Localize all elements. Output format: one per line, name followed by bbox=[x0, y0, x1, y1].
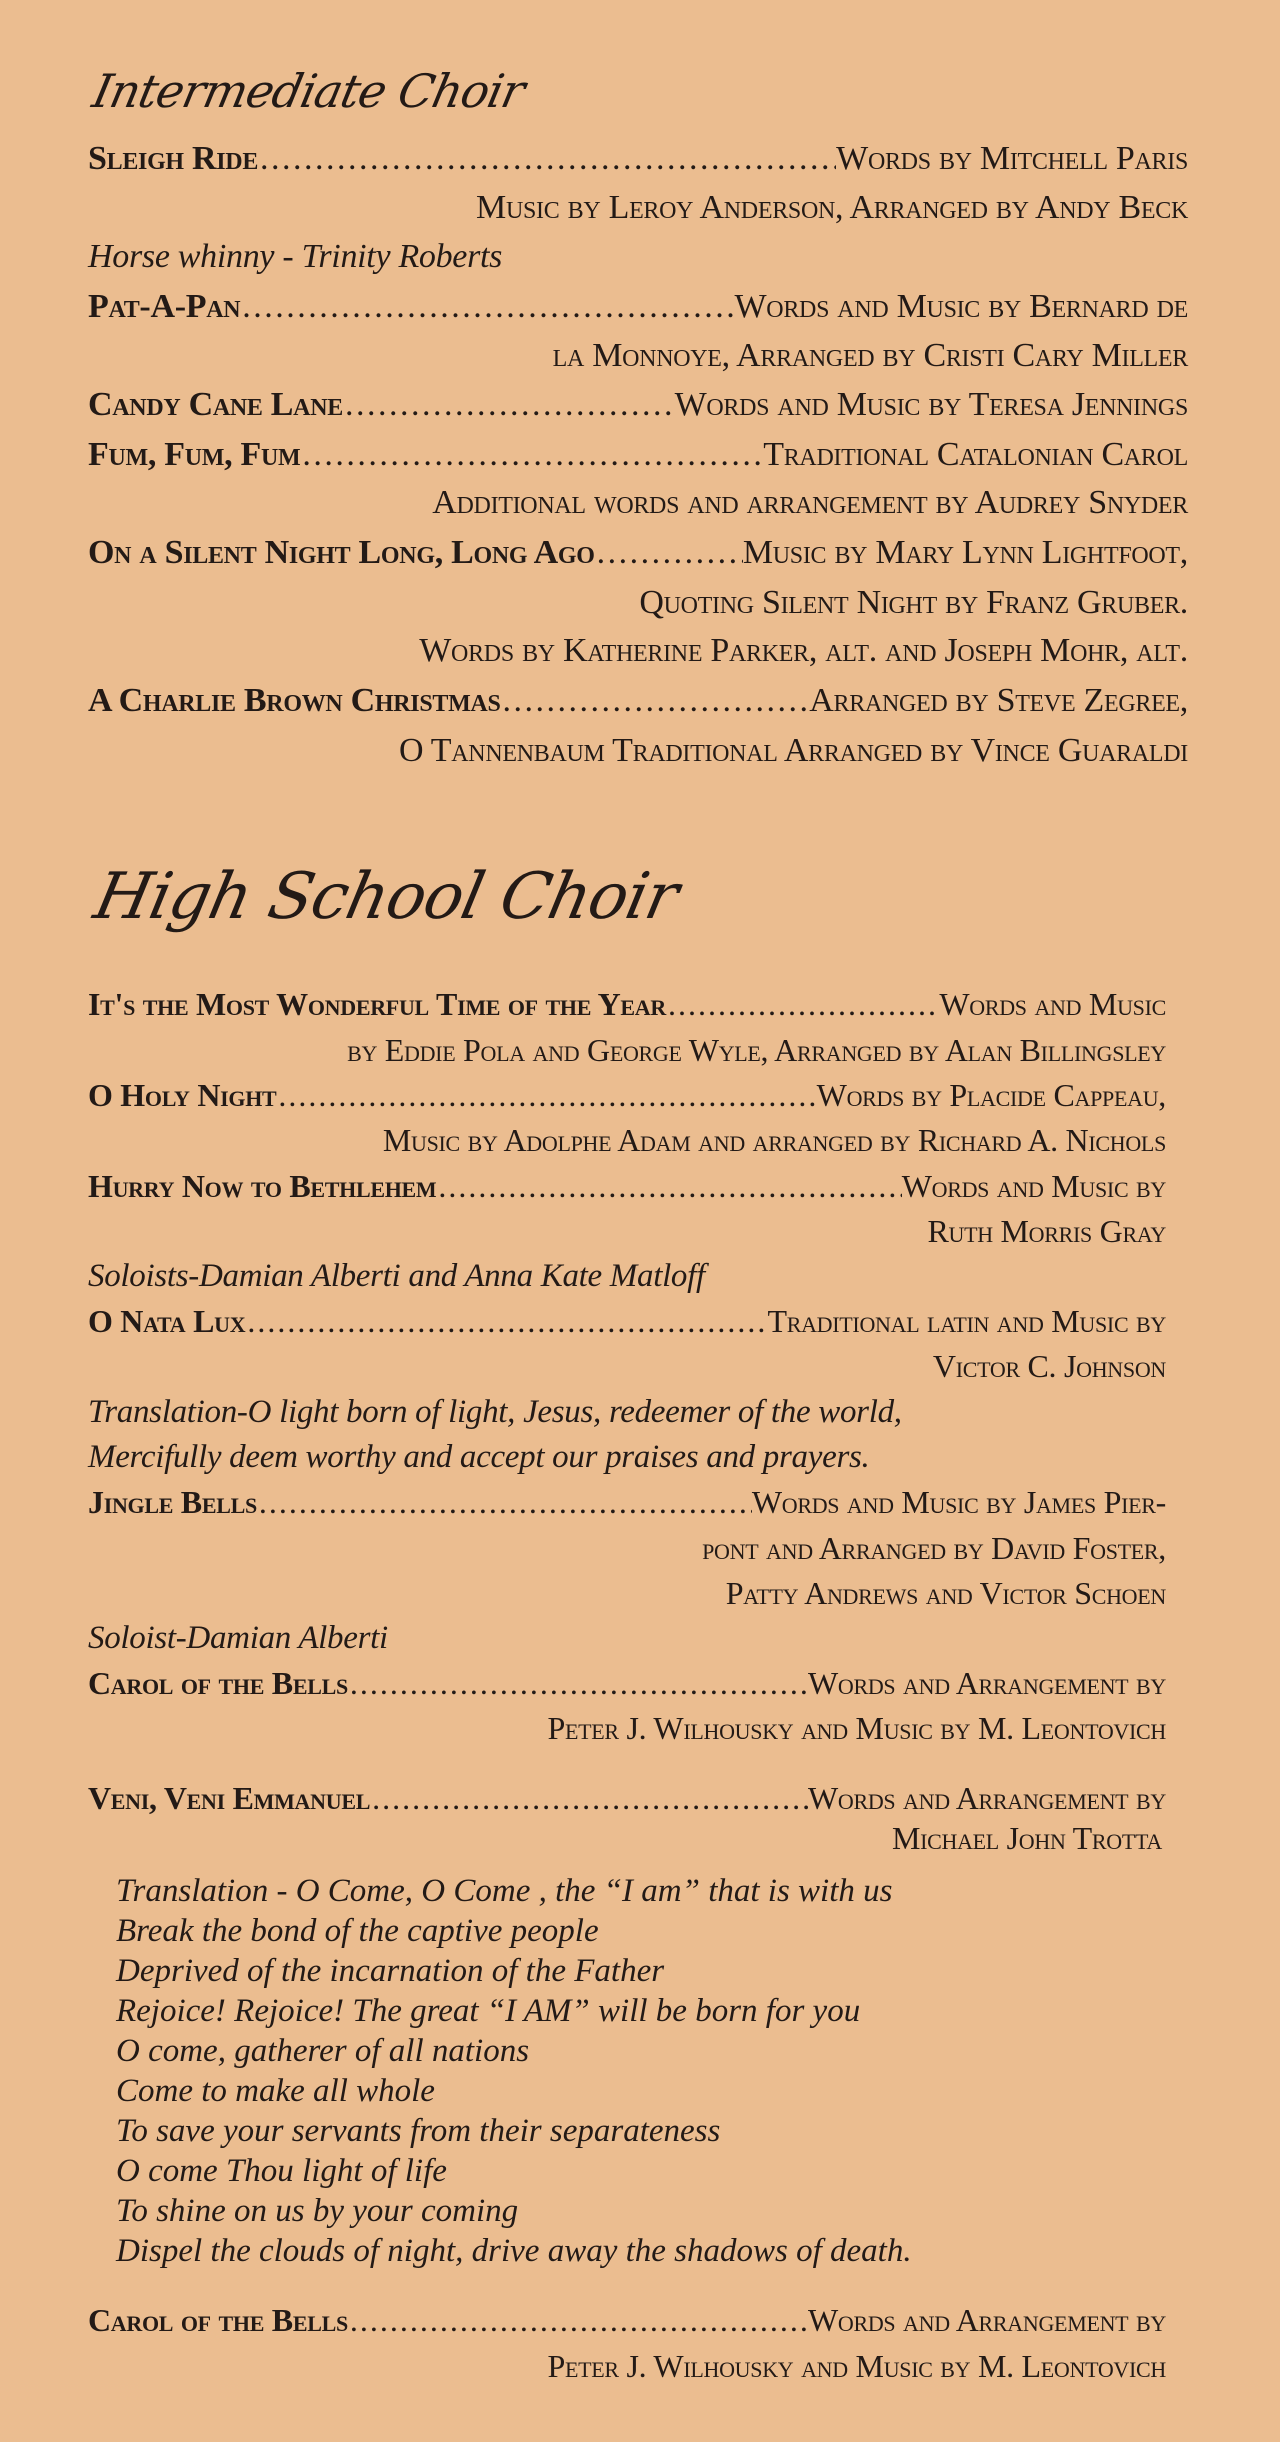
dot-leader bbox=[240, 288, 734, 326]
translation-line: To save your servants from their separateness bbox=[116, 2113, 721, 2149]
song-credit-cont: Peter J. Wilhousky and Music by M. Leontovich bbox=[547, 2348, 1166, 2384]
song-credit: Words and Arrangement by bbox=[807, 1780, 1166, 1816]
program-entry bbox=[88, 534, 1188, 578]
performer-note-row bbox=[88, 1258, 1166, 1302]
song-credit: Words and Music by bbox=[901, 1168, 1166, 1204]
translation-line: Break the bond of the captive people bbox=[116, 1913, 599, 1949]
song-title: O Holy Night bbox=[88, 1077, 277, 1113]
credit-continuation bbox=[88, 189, 1188, 233]
program-entry bbox=[88, 682, 1188, 726]
credit-continuation bbox=[88, 1530, 1166, 1574]
performer-note-row bbox=[88, 1620, 1166, 1664]
dot-leader bbox=[300, 436, 763, 474]
song-credit-cont: Music by Adolphe Adam and arranged by Richard A. Nichols bbox=[382, 1122, 1166, 1158]
credit-continuation bbox=[88, 2348, 1166, 2392]
credit-continuation bbox=[88, 1213, 1166, 1257]
dot-leader bbox=[501, 682, 810, 720]
program-entry bbox=[88, 1168, 1166, 1212]
translation-line: Rejoice! Rejoice! The great “I AM” will be born for you bbox=[116, 1993, 861, 2029]
song-title: Carol of the Bells bbox=[88, 2302, 348, 2338]
program-entry bbox=[88, 1077, 1166, 1121]
dot-leader bbox=[348, 2302, 808, 2339]
song-credit: Words and Music by James Pier- bbox=[751, 1484, 1166, 1520]
song-title: Jingle Bells bbox=[88, 1484, 257, 1520]
program-entry bbox=[88, 2302, 1166, 2346]
dot-leader bbox=[666, 986, 939, 1023]
song-credit-cont: Ruth Morris Gray bbox=[927, 1213, 1166, 1249]
performer-note-row bbox=[88, 238, 1188, 282]
credit-continuation bbox=[88, 337, 1188, 381]
program-entry bbox=[88, 1303, 1166, 1347]
credit-continuation bbox=[88, 732, 1188, 776]
dot-leader bbox=[370, 1780, 808, 1817]
song-title: Hurry Now to Bethlehem bbox=[88, 1168, 437, 1204]
song-credit-cont: Victor C. Johnson bbox=[932, 1348, 1166, 1384]
credit-continuation bbox=[88, 1122, 1166, 1166]
translation-text: Mercifully deem worthy and accept our praises and prayers. bbox=[88, 1439, 870, 1475]
credit-continuation bbox=[88, 1575, 1166, 1619]
credit-continuation bbox=[88, 1032, 1166, 1076]
dot-leader bbox=[258, 140, 836, 178]
song-title: On a Silent Night Long, Long Ago bbox=[88, 534, 595, 571]
song-credit-cont: O Tannenbaum Traditional Arranged by Vince Guaraldi bbox=[398, 732, 1188, 769]
program-entry bbox=[88, 288, 1188, 332]
song-title: Sleigh Ride bbox=[88, 140, 259, 177]
song-title: Candy Cane Lane bbox=[88, 386, 343, 423]
song-title: Fum, Fum, Fum bbox=[88, 436, 301, 473]
song-credit: Traditional latin and Music by bbox=[767, 1303, 1166, 1339]
dot-leader bbox=[245, 1303, 767, 1340]
translation-line: Come to make all whole bbox=[116, 2073, 435, 2109]
dot-leader bbox=[348, 1665, 808, 1702]
dot-leader bbox=[436, 1168, 901, 1205]
song-credit: Words and Music by Bernard de bbox=[734, 288, 1188, 325]
song-credit: Words and Music by Teresa Jennings bbox=[674, 386, 1188, 423]
song-title: Veni, Veni Emmanuel bbox=[88, 1780, 371, 1816]
translation-row bbox=[88, 1394, 1166, 1438]
credit-continuation bbox=[88, 1820, 1162, 1864]
dot-leader bbox=[276, 1077, 816, 1114]
translation-line: To shine on us by your coming bbox=[116, 2193, 519, 2229]
song-credit-cont: Additional words and arrangement by Audrey Snyder bbox=[432, 484, 1188, 521]
song-credit: Words and Arrangement by bbox=[807, 2302, 1166, 2338]
dot-leader bbox=[257, 1484, 752, 1521]
song-credit-cont: Peter J. Wilhousky and Music by M. Leontovich bbox=[547, 1710, 1166, 1746]
credit-continuation bbox=[88, 632, 1188, 676]
song-title: It's the Most Wonderful Time of the Year bbox=[88, 986, 666, 1022]
song-credit-cont: by Eddie Pola and George Wyle, Arranged by Alan Billingsley bbox=[347, 1032, 1166, 1068]
credit-continuation bbox=[88, 1348, 1166, 1392]
program-entry bbox=[88, 986, 1166, 1030]
song-credit-cont: Michael John Trotta bbox=[891, 1820, 1162, 1856]
song-credit: Music by Mary Lynn Lightfoot, bbox=[742, 534, 1188, 571]
song-credit-cont: la Monnoye, Arranged by Cristi Cary Miller bbox=[552, 337, 1188, 374]
program-entry bbox=[88, 140, 1188, 184]
translation-line: O come, gatherer of all nations bbox=[116, 2033, 530, 2069]
song-credit: Arranged by Steve Zegree, bbox=[809, 682, 1188, 719]
translation-row bbox=[88, 1439, 1166, 1483]
performer-note: Soloists-Damian Alberti and Anna Kate Matloff bbox=[88, 1258, 705, 1294]
performer-note: Soloist-Damian Alberti bbox=[88, 1620, 388, 1656]
translation-line: O come Thou light of life bbox=[116, 2153, 447, 2189]
credit-continuation bbox=[88, 484, 1188, 528]
song-title: Pat-A-Pan bbox=[88, 288, 241, 325]
dot-leader bbox=[595, 534, 743, 572]
section-heading: Intermediate Choir bbox=[88, 64, 529, 118]
program-entry bbox=[88, 1665, 1166, 1709]
program-entry bbox=[88, 436, 1188, 480]
song-credit-cont: Music by Leroy Anderson, Arranged by Andy Beck bbox=[476, 189, 1188, 226]
song-credit-cont: Words by Katherine Parker, alt. and Joseph Mohr, alt. bbox=[419, 632, 1188, 669]
song-credit-cont: Patty Andrews and Victor Schoen bbox=[725, 1575, 1166, 1611]
translation-line: Dispel the clouds of night, drive away the shadows of death. bbox=[116, 2233, 912, 2269]
performer-note: Horse whinny - Trinity Roberts bbox=[88, 238, 503, 275]
translation-line: Deprived of the incarnation of the Father bbox=[116, 1953, 665, 1989]
translation-line: Translation - O Come, O Come , the “I am” that is with us bbox=[116, 1873, 893, 1909]
credit-continuation bbox=[88, 1710, 1166, 1754]
program-entry bbox=[88, 1780, 1166, 1824]
song-title: A Charlie Brown Christmas bbox=[88, 682, 501, 719]
translation-text: Translation-O light born of light, Jesus, redeemer of the world, bbox=[88, 1394, 902, 1430]
section-heading: High School Choir bbox=[88, 860, 685, 934]
song-credit: Words by Mitchell Paris bbox=[836, 140, 1188, 177]
song-credit-cont: Quoting Silent Night by Franz Gruber. bbox=[639, 584, 1188, 621]
program-entry bbox=[88, 1484, 1166, 1528]
song-credit: Words and Music bbox=[939, 986, 1166, 1022]
song-title: Carol of the Bells bbox=[88, 1665, 348, 1701]
credit-continuation bbox=[88, 584, 1188, 628]
program-entry bbox=[88, 386, 1188, 430]
song-credit-cont: pont and Arranged by David Foster, bbox=[702, 1530, 1166, 1566]
song-title: O Nata Lux bbox=[88, 1303, 246, 1339]
dot-leader bbox=[343, 386, 675, 424]
song-credit: Words and Arrangement by bbox=[807, 1665, 1166, 1701]
song-credit: Words by Placide Cappeau, bbox=[816, 1077, 1166, 1113]
song-credit: Traditional Catalonian Carol bbox=[763, 436, 1188, 473]
